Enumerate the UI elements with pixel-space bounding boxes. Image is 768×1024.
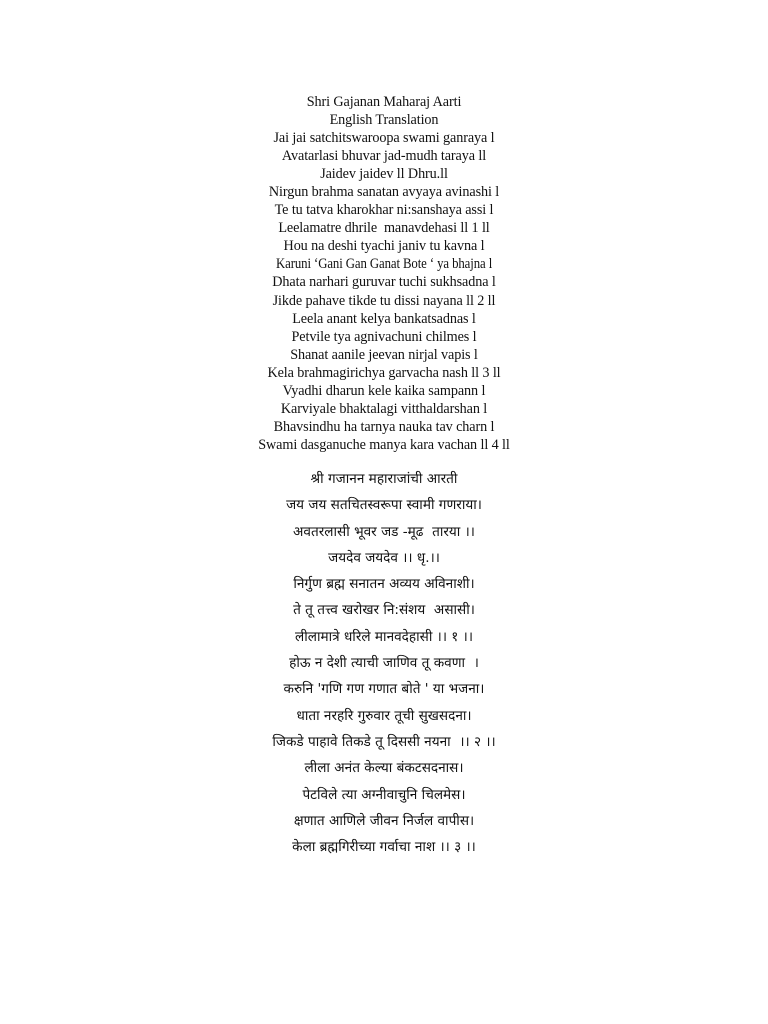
marathi-verse-line: होऊ न देशी त्याची जाणिव तू कवणा । xyxy=(289,655,479,672)
marathi-verse-line: केला ब्रह्मगिरीच्या गर्वाचा नाश ।। ३ ।। xyxy=(292,839,476,856)
english-verse-line: Leela anant kelya bankatsadnas l xyxy=(292,310,476,327)
english-verse-line: Swami dasganuche manya kara vachan ll 4 ll xyxy=(258,436,510,453)
english-verse-line: Te tu tatva kharokhar ni:sanshaya assi l xyxy=(274,202,494,219)
english-verse-line: Jai jai satchitswaroopa swami ganraya l xyxy=(273,130,495,147)
english-verse-line: Shanat aanile jeevan nirjal vapis l xyxy=(290,346,478,363)
marathi-verse-line: लीलामात्रे धरिले मानवदेहासी ।। १ ।। xyxy=(295,628,473,645)
english-verse-line: Leelamatre dhrile manavdehasi ll 1 ll xyxy=(278,220,490,237)
marathi-verse-line: निर्गुण ब्रह्म सनातन अव्यय अविनाशी। xyxy=(293,576,475,593)
marathi-verse-line: जिकडे पाहावे तिकडे तू दिससी नयना ।। २ ।। xyxy=(272,733,496,750)
english-verse-line: Karuni ‘Gani Gan Ganat Bote ‘ ya bhajna l xyxy=(275,256,493,273)
english-verse-line: Nirgun brahma sanatan avyaya avinashi l xyxy=(268,184,500,201)
marathi-title: श्री गजानन महाराजांची आरती xyxy=(310,471,458,487)
marathi-verse-line: करुनि 'गणि गण गणात बोते ' या भजना। xyxy=(283,681,485,698)
marathi-verse-line: क्षणात आणिले जीवन निर्जल वापीस। xyxy=(293,812,475,829)
english-verse-line-wrap xyxy=(0,255,768,273)
english-verse-line: Karviyale bhaktalagi vitthaldarshan l xyxy=(280,400,488,417)
english-verse-line: Vyadhi dharun kele kaika sampann l xyxy=(282,382,486,399)
marathi-verse-line: पेटविले त्या अग्नीवाचुनि चिलमेस। xyxy=(302,786,466,803)
marathi-aarti-section xyxy=(0,466,768,860)
english-verse-line: Petvile tya agnivachuni chilmes l xyxy=(291,328,477,345)
marathi-verse-line: अवतरलासी भूवर जड -मूढ तारया ।। xyxy=(293,523,475,540)
english-verse-line: Avatarlasi bhuvar jad-mudh taraya ll xyxy=(281,148,487,165)
english-verse-line: Bhavsindhu ha tarnya nauka tav charn l xyxy=(273,418,495,435)
marathi-verse-line: जयदेव जयदेव ।। धृ.।। xyxy=(328,549,440,566)
marathi-verse-line: धाता नरहरि गुरुवार तूची सुखसदना। xyxy=(296,707,472,724)
aarti-title: Shri Gajanan Maharaj Aarti xyxy=(306,94,462,110)
english-verse-line: Jikde pahave tikde tu dissi nayana ll 2 ll xyxy=(272,292,496,309)
marathi-verse-line: लीला अनंत केल्या बंकटसदनास। xyxy=(304,760,464,777)
english-verse-line: Hou na deshi tyachi janiv tu kavna l xyxy=(283,238,485,255)
marathi-verse-line: जय जय सतचितस्वरूपा स्वामी गणराया। xyxy=(286,497,482,514)
english-verse-line: Jaidev jaidev ll Dhru.ll xyxy=(320,166,448,183)
marathi-verse-line: ते तू तत्त्व खरोखर नि:संशय असासी। xyxy=(293,602,475,619)
translation-subtitle: English Translation xyxy=(329,112,439,129)
english-translation-section xyxy=(0,93,768,454)
english-verse-line: Dhata narhari guruvar tuchi sukhsadna l xyxy=(272,274,496,291)
english-verse-line: Kela brahmagirichya garvacha nash ll 3 ll xyxy=(267,364,501,381)
